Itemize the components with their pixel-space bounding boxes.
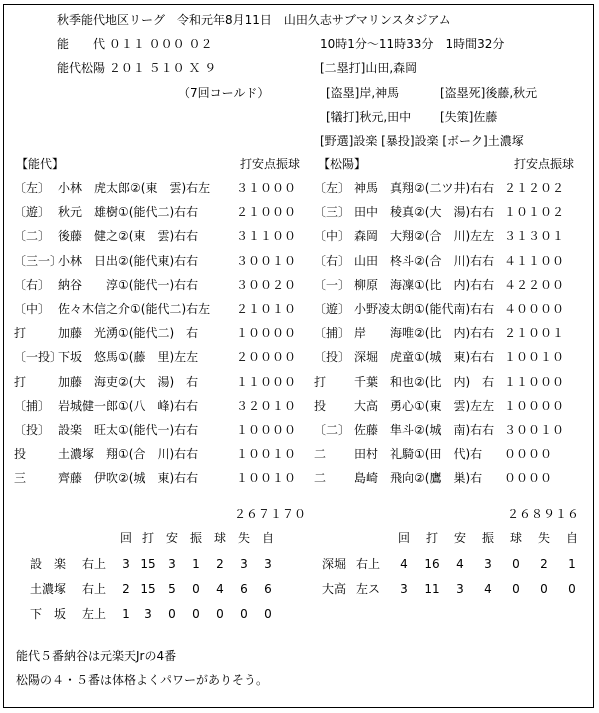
note-doubles: [二塁打]山田,森岡	[320, 61, 418, 75]
pitcher-hand: 右上	[82, 582, 107, 596]
batter-position: 打	[14, 326, 27, 341]
pitcher-stat: 3	[456, 582, 464, 596]
batter-name: 田村 礼騎①(田 代)右	[354, 447, 483, 462]
pitcher-stat: 11	[424, 582, 440, 596]
pitcher-stat: 0	[240, 607, 248, 621]
batter-stats: １００００	[236, 423, 297, 437]
batter-position: 〔中〕	[14, 302, 51, 316]
pitcher-stat: 0	[192, 582, 200, 596]
pitcher-stat: 0	[216, 607, 224, 621]
pitcher-stat: 2	[540, 557, 548, 571]
batter-stats: ２１０１０	[236, 302, 297, 316]
pitcher-hand: 左ス	[356, 582, 381, 596]
pitcher-hand: 右上	[356, 557, 381, 571]
batter-name: 千葉 和也②(比 内) 右	[354, 374, 495, 389]
line-score-team2: 能代松陽 ２０１ ５１０ Ｘ ９	[57, 61, 217, 75]
right-pitching-header: 自	[565, 531, 578, 545]
box-score-document	[3, 4, 594, 708]
batter-name: 土濃塚 翔①(合 川)右右	[58, 447, 199, 462]
batter-position: 〔三一〕	[14, 253, 63, 268]
batter-stats: ３００１０	[504, 423, 565, 437]
batter-position: 三	[14, 471, 27, 486]
batter-position: 〔投〕	[314, 350, 351, 365]
batter-position: 〔一〕	[314, 277, 351, 292]
batter-name: 島崎 飛向②(鷹 巣)右	[354, 471, 483, 486]
right-pitching-header: 振	[481, 531, 494, 545]
batter-stats: １００００	[504, 398, 565, 413]
pitcher-stat: 0	[168, 607, 176, 621]
right-pitching-header: 球	[509, 531, 522, 545]
note-errors: [失策]佐藤	[440, 110, 498, 124]
batter-position: 〔遊〕	[314, 302, 351, 316]
batter-position: 投	[314, 398, 327, 413]
batter-name: 岩城健一郎①(八 峰)右右	[58, 398, 199, 413]
left-pitching-header: 失	[237, 531, 250, 545]
batter-name: 柳原 海凜①(比 内)右右	[354, 277, 495, 292]
batter-name: 加藤 光湧①(能代二) 右	[58, 326, 199, 341]
pitcher-stat: 0	[512, 582, 520, 596]
batter-stats: ３１３０１	[504, 229, 565, 244]
batter-position: 〔左〕	[314, 181, 351, 195]
called-game-note: （7回コールド）	[178, 86, 270, 100]
batter-position: 打	[314, 374, 327, 389]
pitcher-stat: 0	[192, 607, 200, 621]
pitcher-stat: 3	[400, 582, 408, 596]
left-team-total: ２６７１７０	[234, 507, 307, 521]
batter-stats: ４００００	[504, 302, 565, 316]
batter-stats: ３００２０	[236, 277, 297, 292]
pitcher-stat: 4	[216, 582, 224, 596]
batter-stats: １００１０	[236, 471, 297, 486]
batter-name: 岸 海唯②(比 内)右右	[354, 326, 495, 341]
pitcher-hand: 左上	[82, 607, 107, 621]
batter-name: 設楽 旺太①(能代一)右右	[58, 423, 199, 437]
batter-name: 小林 日出②(能代東)右右	[58, 253, 199, 268]
pitcher-name: 設 楽	[30, 557, 67, 571]
batter-name: 森岡 大翔②(合 川)左左	[354, 229, 495, 244]
batter-position: 〔右〕	[14, 277, 51, 292]
batter-name: 秋元 雄樹①(能代二)右右	[58, 205, 199, 220]
batter-position: 〔一投〕	[14, 350, 63, 365]
left-pitching-header: 自	[261, 531, 274, 545]
right-stats-header: 打安点振球	[514, 157, 575, 171]
batter-stats: １００１０	[504, 350, 565, 365]
pitcher-stat: 4	[456, 557, 464, 571]
batter-stats: ３１１００	[236, 229, 297, 244]
right-pitching-header: 打	[425, 531, 438, 545]
right-team-total: ２６８９１６	[507, 507, 580, 521]
pitcher-stat: 0	[264, 607, 272, 621]
left-pitching-header: 球	[213, 531, 226, 545]
batter-position: 〔右〕	[314, 253, 351, 268]
batter-name: 佐々木信之介①(能代二)右左	[58, 302, 211, 316]
pitcher-stat: 0	[540, 582, 548, 596]
left-pitching-header: 回	[119, 531, 132, 545]
batter-name: 佐藤 隼斗②(城 南)右右	[354, 423, 495, 437]
footer-note-2: 松陽の４・５番は体格よくパワーがありそう。	[16, 673, 269, 687]
left-pitching-header: 打	[141, 531, 154, 545]
right-team-name: 【松陽】	[318, 157, 367, 171]
game-title: 秋季能代地区リーグ 令和元年8月11日 山田久志サブマリンスタジアム	[57, 13, 451, 27]
pitcher-stat: 1	[192, 557, 200, 571]
batter-name: 納谷 淳①(能代一)右右	[58, 277, 199, 292]
pitcher-hand: 右上	[82, 557, 107, 571]
batter-stats: ２１０００	[236, 205, 297, 220]
batter-name: 下坂 悠馬①(藤 里)左左	[58, 350, 199, 365]
pitcher-stat: 2	[122, 582, 130, 596]
pitcher-stat: 3	[122, 557, 130, 571]
left-stats-header: 打安点振球	[240, 157, 301, 171]
batter-name: 山田 柊斗②(合 川)右右	[354, 253, 495, 268]
pitcher-stat: 6	[240, 582, 248, 596]
pitcher-stat: 3	[264, 557, 272, 571]
pitcher-stat: 0	[568, 582, 576, 596]
pitcher-stat: 15	[140, 582, 156, 596]
line-score-team1: 能 代 ０１１ ０００ ０２	[57, 37, 213, 51]
batter-name: 後藤 健之②(東 雲)右右	[58, 229, 199, 244]
batter-position: 〔二〕	[314, 423, 351, 437]
batter-stats: ３２０１０	[236, 398, 297, 413]
batter-position: 〔二〕	[14, 229, 51, 244]
batter-name: 小林 虎太郎②(東 雲)右左	[58, 181, 211, 195]
batter-position: 二	[314, 447, 327, 462]
batter-position: 〔左〕	[14, 181, 51, 195]
footer-note-1: 能代５番納谷は元楽天Jrの4番	[16, 649, 177, 663]
pitcher-name: 下 坂	[30, 607, 67, 621]
left-team-name: 【能代】	[16, 157, 65, 171]
pitcher-stat: 4	[400, 557, 408, 571]
batter-stats: ３００１０	[236, 253, 297, 268]
batter-stats: ４２２００	[504, 277, 565, 292]
batter-stats: １１０００	[504, 374, 565, 389]
right-pitching-header: 安	[453, 531, 466, 545]
note-steals: [盗塁]岸,神馬	[326, 86, 400, 100]
batter-position: 〔投〕	[14, 423, 51, 437]
pitcher-stat: 15	[140, 557, 156, 571]
game-time: 10時1分～11時33分 1時間32分	[320, 37, 505, 51]
pitcher-stat: 1	[122, 607, 130, 621]
batter-position: 打	[14, 374, 27, 389]
batter-stats: ３１０００	[236, 181, 297, 195]
batter-position: 〔遊〕	[14, 205, 51, 220]
batter-stats: ２００００	[236, 350, 297, 365]
batter-name: 齊藤 伊吹②(城 東)右右	[58, 471, 199, 486]
pitcher-stat: 1	[568, 557, 576, 571]
batter-stats: ２１００１	[504, 326, 565, 341]
batter-name: 加藤 海吏②(大 湯) 右	[58, 374, 199, 389]
right-pitching-header: 失	[537, 531, 550, 545]
pitcher-stat: 5	[168, 582, 176, 596]
batter-stats: ００００	[504, 447, 553, 462]
pitcher-stat: 2	[216, 557, 224, 571]
right-pitching-header: 回	[397, 531, 410, 545]
batter-position: 二	[314, 471, 327, 486]
batter-stats: ２１２０２	[504, 181, 565, 195]
batter-position: 〔捕〕	[314, 326, 351, 341]
left-pitching-header: 振	[189, 531, 202, 545]
batter-position: 〔捕〕	[14, 398, 51, 413]
note-misc: [野選]設楽 [暴投]設楽 [ボーク]土濃塚	[320, 134, 524, 148]
batter-position: 〔中〕	[314, 229, 351, 244]
batter-stats: １００００	[236, 326, 297, 341]
batter-name: 大高 勇心①(東 雲)左左	[354, 398, 495, 413]
batter-stats: ００００	[504, 471, 553, 486]
pitcher-stat: 3	[144, 607, 152, 621]
pitcher-stat: 4	[484, 582, 492, 596]
batter-stats: ４１１００	[504, 253, 565, 268]
note-sacrifice: [犠打]秋元,田中	[326, 110, 412, 124]
batter-name: 田中 稜真②(大 湯)右右	[354, 205, 495, 220]
pitcher-name: 深堀	[322, 557, 347, 571]
batter-name: 小野凌太朗①(能代南)右右	[354, 302, 495, 316]
batter-stats: １００１０	[236, 447, 297, 462]
batter-position: 〔三〕	[314, 205, 351, 220]
pitcher-stat: 6	[264, 582, 272, 596]
pitcher-stat: 0	[512, 557, 520, 571]
pitcher-stat: 16	[424, 557, 440, 571]
batter-position: 投	[14, 447, 27, 462]
pitcher-name: 大高	[322, 582, 347, 596]
batter-name: 深堀 虎童①(城 東)右右	[354, 350, 495, 365]
batter-stats: １１０００	[236, 374, 297, 389]
note-caught-stealing: [盗塁死]後藤,秋元	[440, 86, 538, 100]
pitcher-stat: 3	[168, 557, 176, 571]
left-pitching-header: 安	[165, 531, 178, 545]
pitcher-name: 土濃塚	[30, 582, 67, 596]
pitcher-stat: 3	[484, 557, 492, 571]
pitcher-stat: 3	[240, 557, 248, 571]
batter-stats: １０１０２	[504, 205, 565, 220]
batter-name: 神馬 真翔②(二ツ井)右右	[354, 181, 495, 195]
